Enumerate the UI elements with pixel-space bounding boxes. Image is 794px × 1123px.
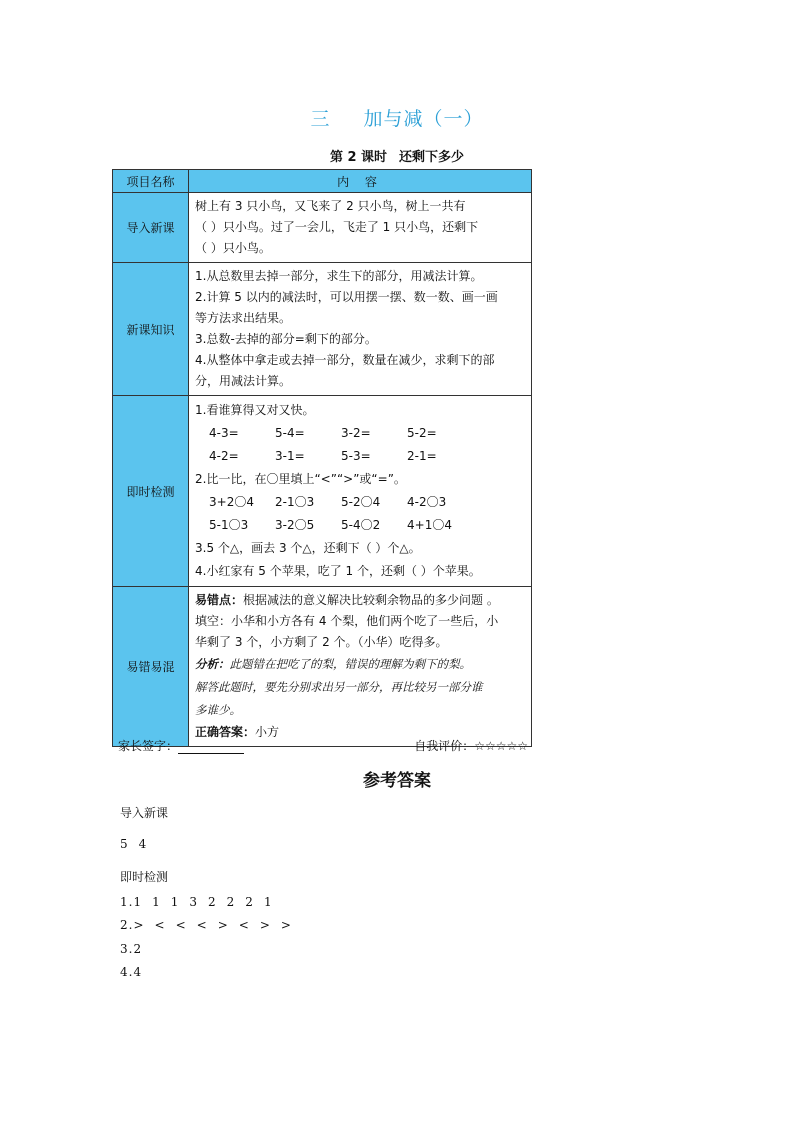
row-content-check (189, 396, 532, 587)
answer-value: 4 (138, 837, 148, 851)
compare-item: 5-1〇3 (209, 518, 249, 532)
check-q1-row1 (195, 422, 525, 445)
table-row-check (113, 396, 532, 587)
check-q1-row2 (195, 445, 525, 468)
row-content-knowledge (189, 263, 532, 396)
exercise-item: 3-2= (341, 426, 371, 440)
answer-value: 5 (120, 837, 129, 851)
mistake-analysis-line-3: 多谁少。 (195, 703, 241, 717)
knowledge-line-1: 1.从总数里去掉一部分，求生下的部分，用减法计算。 (195, 269, 483, 283)
answer-value: 2.> (120, 918, 145, 932)
row-label-check: 即时检测 (113, 396, 189, 587)
answer-value: 2 (208, 895, 217, 909)
exercise-item: 5-3= (341, 449, 371, 463)
intro-line-3: （ ）只小鸟。 (195, 241, 271, 255)
table-row-intro (113, 193, 532, 263)
compare-item: 4-2〇3 (407, 495, 447, 509)
knowledge-line-6: 分，用减法计算。 (195, 374, 292, 388)
parent-signature (118, 737, 244, 754)
answer-value: < (154, 918, 166, 932)
exercise-item: 2-1= (407, 449, 437, 463)
header-content: 内 容 (189, 170, 532, 193)
answers-check-line-4: 4.4 (120, 965, 143, 979)
mistake-question-line-1: 填空：小华和小方各有 4 个梨，他们两个吃了一些后，小 (195, 614, 499, 628)
compare-item: 4+1〇4 (407, 518, 452, 532)
signature-blank[interactable] (178, 741, 244, 754)
check-q3: 3.5 个△，画去 3 个△，还剩下（ ）个△。 (195, 541, 421, 555)
lesson-name: 还剩下多少 (399, 150, 465, 165)
answer-value: 2 (226, 895, 236, 909)
mistake-analysis-line-1 (195, 653, 525, 676)
mistake-point (195, 590, 525, 611)
chapter-title (0, 104, 794, 131)
answers-check-line-2 (120, 918, 302, 932)
check-q2-row1 (195, 491, 525, 514)
answers-title: 参考答案 (363, 771, 431, 791)
answers-check-line-3: 3.2 (120, 942, 143, 956)
intro-line-1: 树上有 3 只小鸟，又飞来了 2 只小鸟，树上一共有 (195, 199, 466, 213)
answers-check-heading: 即时检测 (120, 870, 169, 884)
exercise-item: 5-2= (407, 426, 437, 440)
answer-value: 3 (189, 895, 199, 909)
mistake-point-label: 易错点： (195, 593, 244, 607)
compare-item: 3-2〇5 (275, 518, 315, 532)
lesson-number: 第 2 课时 (329, 150, 388, 165)
knowledge-line-4: 3.总数-去掉的部分=剩下的部分。 (195, 332, 377, 346)
check-q1-title: 1.看谁算得又对又快。 (195, 403, 315, 417)
check-q2-row2 (195, 514, 525, 537)
answer-value: < (196, 918, 208, 932)
row-label-knowledge: 新课知识 (113, 263, 189, 396)
parent-sign-label: 家长签字： (118, 739, 179, 753)
answers-intro-heading: 导入新课 (120, 806, 169, 820)
check-q4: 4.小红家有 5 个苹果，吃了 1 个，还剩（ ）个苹果。 (195, 564, 481, 578)
analysis-label: 分析： (195, 657, 230, 671)
answer-value: 2 (245, 895, 254, 909)
exercise-item: 3-1= (275, 449, 305, 463)
answer-value: < (175, 918, 187, 932)
knowledge-line-2: 2.计算 5 以内的减法时，可以用摆一摆、数一数、画一画 (195, 290, 498, 304)
answer-value: > (259, 918, 271, 932)
table-row-knowledge (113, 263, 532, 396)
lesson-title (0, 146, 794, 165)
compare-item: 2-1〇3 (275, 495, 315, 509)
answer-value: 1 (263, 895, 273, 909)
compare-item: 5-4〇2 (341, 518, 381, 532)
exercise-item: 4-3= (209, 426, 239, 440)
chapter-name: 加与减（一） (363, 108, 484, 130)
mistake-question-line-2: 华剩了 3 个，小方剩了 2 个。（小华）吃得多。 (195, 635, 448, 649)
table-header-row (113, 170, 532, 193)
mistake-analysis-line-2: 解答此题时，要先分别求出另一部分，再比较另一部分谁 (195, 680, 483, 694)
answer-value: < (238, 918, 250, 932)
row-label-mistakes: 易错易混 (113, 587, 189, 747)
answer-value: 1 (170, 895, 180, 909)
exercise-item: 5-4= (275, 426, 305, 440)
answers-intro-values (120, 837, 157, 851)
intro-line-2: （ ）只小鸟。过了一会儿，飞走了 1 只小鸟，还剩下 (195, 220, 479, 234)
compare-item: 3+2〇4 (209, 495, 254, 509)
row-label-intro: 导入新课 (113, 193, 189, 263)
answers-check-line-1 (120, 895, 283, 909)
answer-value: 1 (152, 895, 161, 909)
answer-value: > (280, 918, 292, 932)
footer-row (118, 737, 528, 754)
answer-text: 小方 (255, 725, 280, 739)
check-q2-title: 2.比一比，在〇里填上“<”“>”或“=”。 (195, 472, 406, 486)
answer-label: 正确答案： (195, 725, 256, 739)
knowledge-line-5: 4.从整体中拿走或去掉一部分，数量在减少，求剩下的部 (195, 353, 495, 367)
knowledge-line-3: 等方法求出结果。 (195, 311, 292, 325)
row-content-mistakes (189, 587, 532, 747)
self-evaluation: 自我评价：☆☆☆☆☆ (414, 739, 528, 753)
mistake-point-text: 根据减法的意义解决比较剩余物品的多少问题 。 (243, 593, 499, 607)
lesson-table (112, 169, 532, 747)
header-item: 项目名称 (113, 170, 189, 193)
table-row-mistakes (113, 587, 532, 747)
answer-value: 1.1 (120, 895, 143, 909)
answer-value: > (217, 918, 229, 932)
exercise-item: 4-2= (209, 449, 239, 463)
row-content-intro (189, 193, 532, 263)
analysis-text-1: 此题错在把吃了的梨，错误的理解为剩下的梨。 (229, 657, 471, 671)
compare-item: 5-2〇4 (341, 495, 381, 509)
chapter-number: 三 (310, 108, 331, 130)
